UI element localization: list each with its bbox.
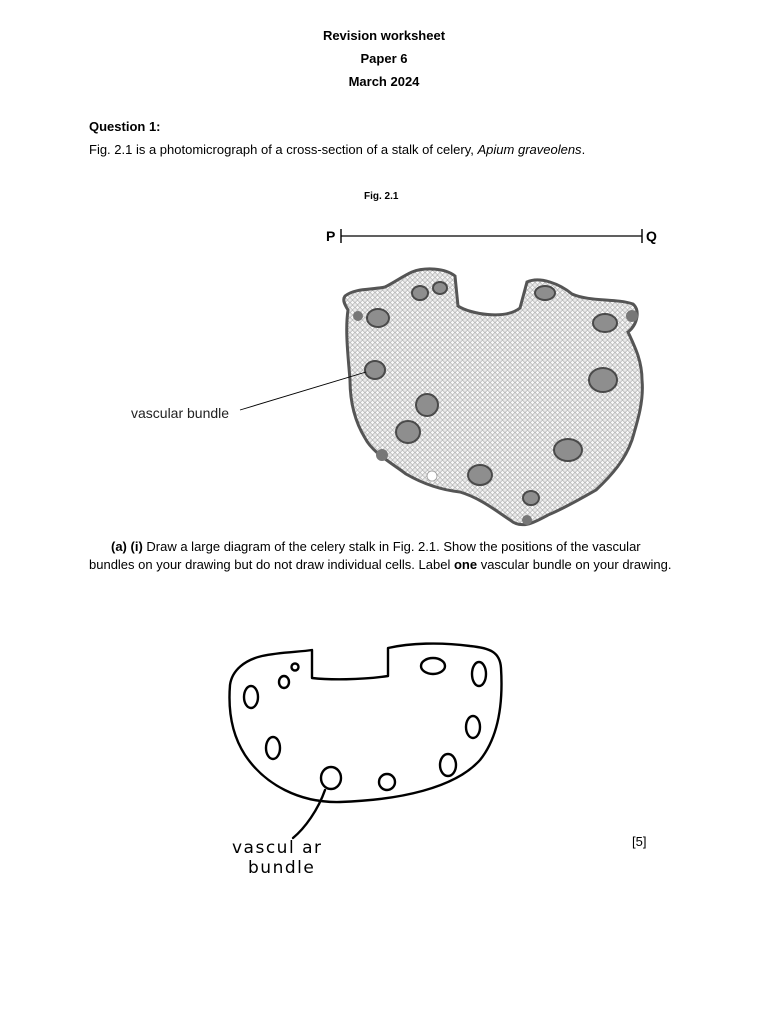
intro-end: . xyxy=(581,142,586,157)
worksheet-title: Revision worksheet xyxy=(322,28,446,43)
stalk-ridge xyxy=(376,449,388,461)
stalk-ridge xyxy=(522,515,532,525)
drawn-label-line1: vascul ar xyxy=(232,838,323,858)
species-name: Apium graveolens xyxy=(477,142,582,157)
celery-photomicrograph xyxy=(240,269,642,525)
drawn-stalk-outline xyxy=(230,644,502,803)
vascular-bundle xyxy=(535,286,555,300)
drawn-bundle xyxy=(472,662,486,686)
part-a-emphasis: one xyxy=(453,557,478,572)
intro-text: Fig. 2.1 is a photomicrograph of a cross-section of a stalk of celery, xyxy=(89,142,478,157)
vascular-bundle xyxy=(365,361,385,379)
drawn-bundle xyxy=(379,774,395,790)
vascular-bundle xyxy=(416,394,438,416)
vascular-bundle xyxy=(433,282,447,294)
drawn-bundle xyxy=(292,664,299,671)
vascular-bundle xyxy=(523,491,539,505)
drawn-bundle xyxy=(421,658,445,674)
drawn-label-line xyxy=(293,790,325,838)
exam-date: March 2024 xyxy=(348,74,420,89)
figure-label: Fig. 2.1 xyxy=(364,191,399,202)
drawn-bundle xyxy=(244,686,258,708)
drawn-bundle xyxy=(321,767,341,789)
annotation-line xyxy=(240,372,366,410)
question-title: Question 1: xyxy=(89,119,161,134)
vascular-bundle xyxy=(367,309,389,327)
drawn-bundle xyxy=(466,716,480,738)
stalk-ridge xyxy=(626,310,638,322)
drawn-label-line2: bundle xyxy=(248,858,316,878)
scale-point-q: Q xyxy=(646,228,657,244)
marks-allocation: [5] xyxy=(632,834,647,849)
student-drawing xyxy=(230,644,502,838)
part-a-number: (a) (i) xyxy=(111,539,143,554)
part-a-text: Draw a large diagram of the celery stalk in Fig. 2.1. Show the positions of the vascular bundles on your drawing but do not draw individual cells. Label xyxy=(89,539,641,572)
paper-number: Paper 6 xyxy=(360,51,408,66)
vascular-bundle xyxy=(593,314,617,332)
vascular-bundle xyxy=(396,421,420,443)
part-a-text-end: vascular bundle on your drawing. xyxy=(477,557,672,572)
scale-bar xyxy=(341,229,642,243)
vascular-bundle-label: vascular bundle xyxy=(131,405,230,421)
part-a-question xyxy=(89,538,689,574)
drawn-bundle xyxy=(279,676,289,688)
drawn-bundle xyxy=(266,737,280,759)
vascular-bundle xyxy=(412,286,428,300)
stalk-ridge xyxy=(353,311,363,321)
drawn-bundle xyxy=(440,754,456,776)
vascular-bundle xyxy=(468,465,492,485)
scale-point-p: P xyxy=(326,228,336,244)
vascular-bundle xyxy=(554,439,582,461)
vascular-bundle xyxy=(589,368,617,392)
